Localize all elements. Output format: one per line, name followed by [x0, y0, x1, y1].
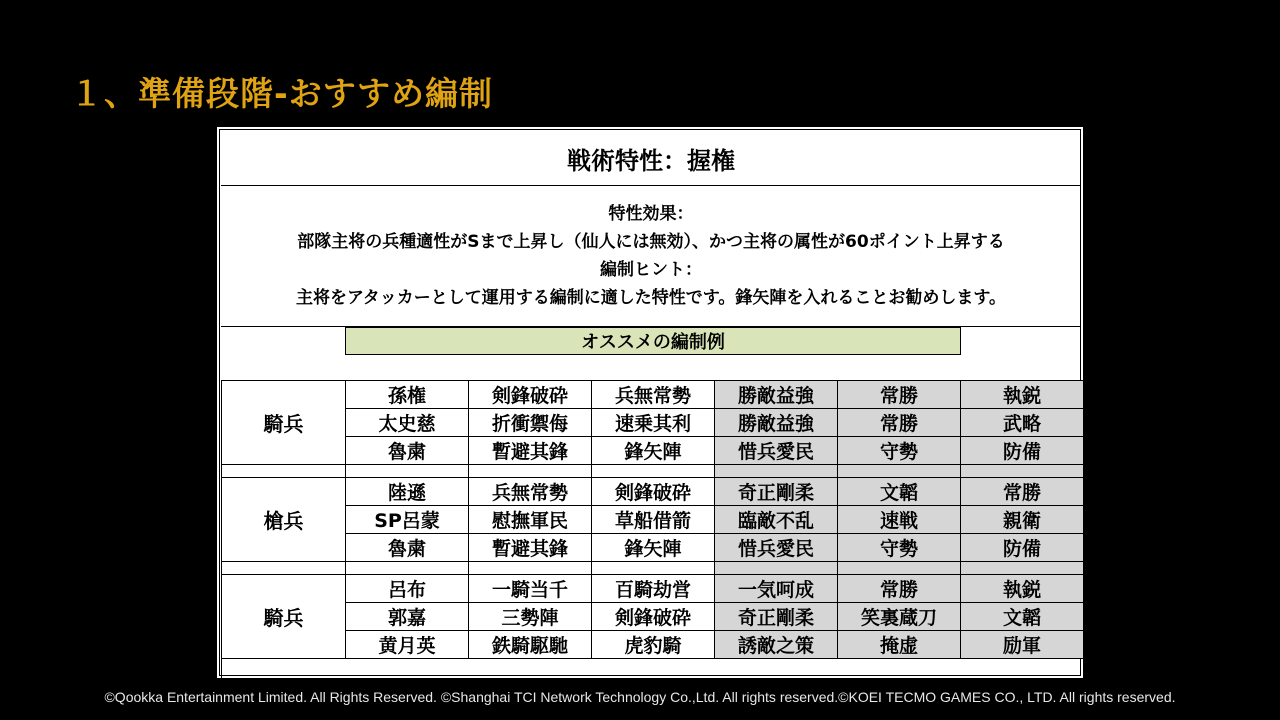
tactic-cell: 兵無常勢 — [469, 478, 592, 506]
troop-type-cell: 騎兵 — [222, 575, 346, 659]
tactic-cell: 折衝禦侮 — [469, 409, 592, 437]
effect-text: 部隊主将の兵種適性がSまで上昇し（仙人には無効）、かつ主将の属性が60ポイント上昇する — [297, 232, 1005, 252]
hint-text: 主将をアタッカーとして運用する編制に適した特性です。鋒矢陣を入れることお勧めします。 — [295, 288, 1007, 308]
trait-cell: 惜兵愛民 — [715, 437, 838, 465]
trait-cell: 臨敵不乱 — [715, 506, 838, 534]
trait-cell: 文韜 — [961, 603, 1084, 631]
formation-table — [221, 380, 1084, 686]
trait-cell: 一気呵成 — [715, 575, 838, 603]
general-cell: 黄月英 — [346, 631, 469, 659]
tactic-cell: 百騎劫営 — [592, 575, 715, 603]
tactic-cell: 虎豹騎 — [592, 631, 715, 659]
tactic-cell: 剣鋒破砕 — [592, 603, 715, 631]
trait-cell: 武略 — [961, 409, 1084, 437]
trait-cell: 常勝 — [961, 478, 1084, 506]
table-row — [222, 478, 1084, 506]
general-cell: 郭嘉 — [346, 603, 469, 631]
table-row — [222, 631, 1084, 659]
troop-type-cell: 槍兵 — [222, 478, 346, 562]
trait-description — [221, 186, 1081, 327]
spacer-row — [222, 659, 1084, 686]
tactic-cell: 暫避其鋒 — [469, 534, 592, 562]
tactic-cell: 三勢陣 — [469, 603, 592, 631]
trait-cell: 親衛 — [961, 506, 1084, 534]
general-cell: 太史慈 — [346, 409, 469, 437]
tactic-cell: 剣鋒破砕 — [469, 381, 592, 409]
trait-cell: 常勝 — [838, 381, 961, 409]
general-cell: 魯粛 — [346, 437, 469, 465]
spacer-row — [222, 465, 1084, 478]
table-row — [222, 506, 1084, 534]
table-row — [222, 603, 1084, 631]
tactic-cell: 暫避其鋒 — [469, 437, 592, 465]
tactic-cell: 鋒矢陣 — [592, 437, 715, 465]
trait-header: 戦術特性：握権 — [221, 131, 1081, 186]
trait-cell: 速戦 — [838, 506, 961, 534]
general-cell: SP呂蒙 — [346, 506, 469, 534]
general-cell: 呂布 — [346, 575, 469, 603]
trait-cell: 励軍 — [961, 631, 1084, 659]
effect-label: 特性効果： — [608, 204, 694, 224]
table-row — [222, 437, 1084, 465]
tactic-cell: 鋒矢陣 — [592, 534, 715, 562]
table-row — [222, 534, 1084, 562]
tactic-cell: 兵無常勢 — [592, 381, 715, 409]
trait-cell: 笑裏蔵刀 — [838, 603, 961, 631]
table-row — [222, 381, 1084, 409]
tactic-cell: 一騎当千 — [469, 575, 592, 603]
tactic-cell: 慰撫軍民 — [469, 506, 592, 534]
copyright-footer: ©Qookka Entertainment Limited. All Rights Reserved. ©Shanghai TCI Network Technology Co.,Ltd. All rights reserved.©KOEI TECMO GAMES CO., LTD. All rights reserved. — [104, 689, 1176, 705]
general-cell: 魯粛 — [346, 534, 469, 562]
troop-type-cell: 騎兵 — [222, 381, 346, 465]
trait-cell: 守勢 — [838, 437, 961, 465]
tactic-cell: 鉄騎駆馳 — [469, 631, 592, 659]
trait-cell: 勝敵益強 — [715, 381, 838, 409]
trait-cell: 勝敵益強 — [715, 409, 838, 437]
trait-cell: 執鋭 — [961, 575, 1084, 603]
formation-panel — [217, 127, 1083, 678]
example-label: オススメの編制例 — [345, 327, 961, 355]
trait-cell: 奇正剛柔 — [715, 603, 838, 631]
trait-cell: 文韜 — [838, 478, 961, 506]
slide-title: １、準備段階-おすすめ編制 — [70, 74, 494, 113]
trait-cell: 奇正剛柔 — [715, 478, 838, 506]
trait-cell: 誘敵之策 — [715, 631, 838, 659]
trait-cell: 掩虚 — [838, 631, 961, 659]
general-cell: 陸遜 — [346, 478, 469, 506]
table-row — [222, 409, 1084, 437]
tactic-cell: 速乗其利 — [592, 409, 715, 437]
trait-cell: 防備 — [961, 534, 1084, 562]
table-row — [222, 575, 1084, 603]
trait-cell: 惜兵愛民 — [715, 534, 838, 562]
trait-cell: 常勝 — [838, 575, 961, 603]
general-cell: 孫権 — [346, 381, 469, 409]
trait-cell: 執鋭 — [961, 381, 1084, 409]
hint-label: 編制ヒント： — [600, 260, 702, 280]
spacer-row — [222, 562, 1084, 575]
trait-cell: 防備 — [961, 437, 1084, 465]
trait-cell: 常勝 — [838, 409, 961, 437]
tactic-cell: 草船借箭 — [592, 506, 715, 534]
trait-cell: 守勢 — [838, 534, 961, 562]
tactic-cell: 剣鋒破砕 — [592, 478, 715, 506]
